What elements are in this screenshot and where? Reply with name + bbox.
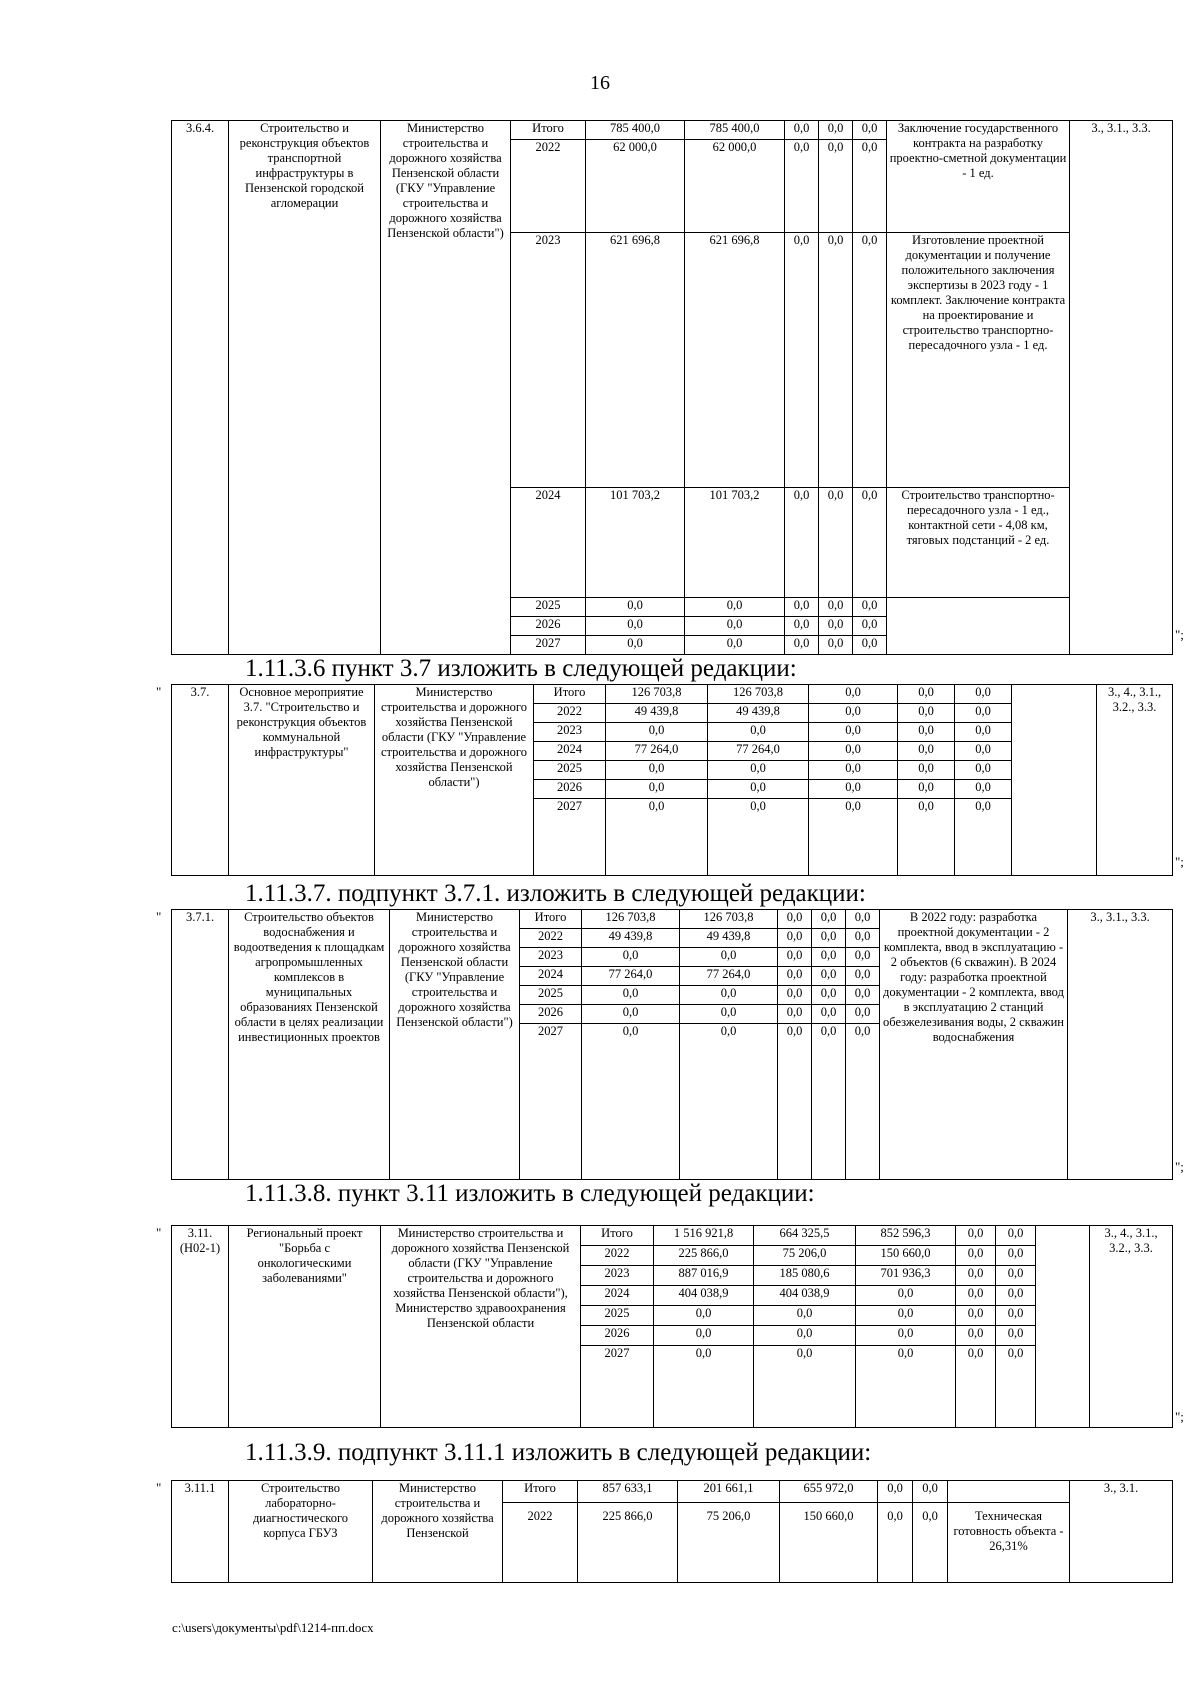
amount-cell: 0,0 bbox=[606, 799, 708, 876]
section-heading: 1.11.3.8. пункт 3.11 изложить в следующей редакции: bbox=[245, 1180, 815, 1207]
amount-cell: 0,0 bbox=[846, 967, 880, 986]
amount-cell: 0,0 bbox=[996, 1266, 1036, 1286]
closing-quote: "; bbox=[1175, 854, 1184, 869]
amount-cell: 0,0 bbox=[819, 635, 853, 654]
amount-cell: 0,0 bbox=[846, 929, 880, 948]
amount-cell: 75 206,0 bbox=[678, 1503, 780, 1583]
item-name: Строительство и реконструкция объектов транспортной инфраструктуры в Пензенской городской агломерации bbox=[229, 121, 381, 655]
year-cell: 2026 bbox=[581, 1326, 654, 1346]
amount-cell: 62 000,0 bbox=[685, 140, 785, 233]
amount-cell: 126 703,8 bbox=[708, 685, 809, 704]
amount-cell: 77 264,0 bbox=[680, 967, 778, 986]
year-cell: 2027 bbox=[511, 635, 586, 654]
amount-cell: 404 038,9 bbox=[654, 1286, 754, 1306]
amount-cell: 852 596,3 bbox=[856, 1226, 956, 1246]
year-cell: 2024 bbox=[534, 742, 606, 761]
amount-cell: 404 038,9 bbox=[754, 1286, 856, 1306]
year-cell: 2023 bbox=[511, 233, 586, 487]
item-number: 3.7. bbox=[172, 685, 229, 876]
amount-cell: 0,0 bbox=[812, 929, 846, 948]
amount-cell: 0,0 bbox=[956, 1326, 996, 1346]
indicator-refs: 3., 3.1., 3.3. bbox=[1068, 910, 1173, 1180]
item-number: 3.11.1 bbox=[172, 1481, 229, 1583]
amount-cell: 0,0 bbox=[955, 723, 1012, 742]
result-2022: Заключение государственного контракта на разработку проектно-сметной документации - 1 ед. bbox=[887, 121, 1070, 233]
amount-cell: 0,0 bbox=[996, 1306, 1036, 1326]
amount-cell: 0,0 bbox=[654, 1346, 754, 1428]
amount-cell: 0,0 bbox=[785, 121, 819, 140]
amount-cell: 49 439,8 bbox=[708, 704, 809, 723]
year-cell: 2023 bbox=[581, 1266, 654, 1286]
amount-cell: 785 400,0 bbox=[685, 121, 785, 140]
opening-quote: " bbox=[156, 909, 162, 924]
year-cell: 2026 bbox=[520, 1005, 582, 1024]
amount-cell: 0,0 bbox=[956, 1306, 996, 1326]
amount-cell: 0,0 bbox=[778, 910, 812, 929]
amount-cell: 0,0 bbox=[809, 780, 898, 799]
amount-cell: 0,0 bbox=[685, 635, 785, 654]
year-cell: 2024 bbox=[520, 967, 582, 986]
item-name: Строительство объектов водоснабжения и водоотведения к площадкам агропромышленных комплексов в муниципальных образованиях Пензенской области в целях реализации инвестиционных проектов bbox=[229, 910, 390, 1180]
amount-cell: 0,0 bbox=[819, 140, 853, 233]
amount-cell: 126 703,8 bbox=[606, 685, 708, 704]
amount-cell: 655 972,0 bbox=[780, 1481, 878, 1503]
amount-cell: 0,0 bbox=[685, 597, 785, 616]
year-cell: 2023 bbox=[520, 948, 582, 967]
year-cell: 2023 bbox=[534, 723, 606, 742]
amount-cell: 0,0 bbox=[606, 723, 708, 742]
page-number: 16 bbox=[590, 72, 610, 94]
amount-cell: 0,0 bbox=[898, 780, 955, 799]
amount-cell: 0,0 bbox=[582, 948, 680, 967]
year-cell: 2022 bbox=[503, 1503, 578, 1583]
closing-quote: "; bbox=[1175, 1159, 1184, 1174]
amount-cell: 0,0 bbox=[856, 1306, 956, 1326]
amount-cell: 77 264,0 bbox=[708, 742, 809, 761]
amount-cell: 0,0 bbox=[956, 1246, 996, 1266]
amount-cell: 0,0 bbox=[913, 1503, 948, 1583]
amount-cell: 0,0 bbox=[898, 685, 955, 704]
year-cell: 2024 bbox=[511, 487, 586, 597]
amount-cell: 0,0 bbox=[606, 780, 708, 799]
amount-cell: 0,0 bbox=[582, 986, 680, 1005]
amount-cell: 0,0 bbox=[809, 685, 898, 704]
year-cell: 2022 bbox=[520, 929, 582, 948]
amount-cell: 887 016,9 bbox=[654, 1266, 754, 1286]
amount-cell: 0,0 bbox=[996, 1346, 1036, 1428]
amount-cell: 0,0 bbox=[708, 780, 809, 799]
year-cell: 2027 bbox=[520, 1024, 582, 1180]
item-executor: Министерство строительства и дорожного хозяйства Пензенской области (ГКУ "Управление строительства и дорожного хозяйства Пензенской области"), Министерство здравоохранения Пензенской области bbox=[381, 1226, 581, 1428]
amount-cell: 0,0 bbox=[819, 121, 853, 140]
result-empty bbox=[1012, 685, 1097, 876]
table-3-11-1 bbox=[171, 1480, 1173, 1583]
year-cell: 2025 bbox=[520, 986, 582, 1005]
amount-cell: 225 866,0 bbox=[654, 1246, 754, 1266]
section-heading: 1.11.3.9. подпункт 3.11.1 изложить в следующей редакции: bbox=[245, 1439, 872, 1466]
result-empty bbox=[1036, 1226, 1090, 1428]
amount-cell: 0,0 bbox=[680, 1005, 778, 1024]
amount-cell: 0,0 bbox=[898, 799, 955, 876]
amount-cell: 0,0 bbox=[913, 1481, 948, 1503]
amount-cell: 0,0 bbox=[606, 761, 708, 780]
year-cell: 2022 bbox=[534, 704, 606, 723]
amount-cell: 201 661,1 bbox=[678, 1481, 780, 1503]
year-cell: Итого bbox=[511, 121, 586, 140]
amount-cell: 101 703,2 bbox=[586, 487, 685, 597]
amount-cell: 0,0 bbox=[809, 799, 898, 876]
amount-cell: 0,0 bbox=[654, 1306, 754, 1326]
amount-cell: 0,0 bbox=[778, 948, 812, 967]
amount-cell: 0,0 bbox=[856, 1286, 956, 1306]
amount-cell: 621 696,8 bbox=[586, 233, 685, 487]
amount-cell: 0,0 bbox=[955, 704, 1012, 723]
section-heading: 1.11.3.7. подпункт 3.7.1. изложить в следующей редакции: bbox=[245, 880, 866, 907]
amount-cell: 49 439,8 bbox=[680, 929, 778, 948]
amount-cell: 0,0 bbox=[708, 723, 809, 742]
amount-cell: 0,0 bbox=[778, 1024, 812, 1180]
amount-cell: 0,0 bbox=[778, 929, 812, 948]
amount-cell: 0,0 bbox=[956, 1286, 996, 1306]
amount-cell: 0,0 bbox=[996, 1286, 1036, 1306]
amount-cell: 0,0 bbox=[956, 1266, 996, 1286]
indicator-refs: 3., 4., 3.1., 3.2., 3.3. bbox=[1090, 1226, 1173, 1428]
table-3-7 bbox=[171, 684, 1173, 876]
item-number: 3.6.4. bbox=[172, 121, 229, 655]
amount-cell: 0,0 bbox=[956, 1346, 996, 1428]
amount-cell: 0,0 bbox=[778, 986, 812, 1005]
amount-cell: 126 703,8 bbox=[582, 910, 680, 929]
amount-cell: 0,0 bbox=[754, 1306, 856, 1326]
amount-cell: 0,0 bbox=[586, 635, 685, 654]
amount-cell: 0,0 bbox=[809, 704, 898, 723]
indicator-refs: 3., 4., 3.1., 3.2., 3.3. bbox=[1097, 685, 1173, 876]
amount-cell: 0,0 bbox=[878, 1503, 913, 1583]
amount-cell: 0,0 bbox=[785, 140, 819, 233]
result-2023: Изготовление проектной документации и получение положительного заключения экспертизы в 2023 году - 1 комплект. Заключение контракта на проектирование и строительство транспортно-пересадочного узла - 1 ед. bbox=[887, 233, 1070, 487]
amount-cell: 0,0 bbox=[853, 487, 887, 597]
amount-cell: 0,0 bbox=[680, 1024, 778, 1180]
amount-cell: 77 264,0 bbox=[606, 742, 708, 761]
amount-cell: 0,0 bbox=[955, 761, 1012, 780]
year-cell: 2022 bbox=[581, 1246, 654, 1266]
amount-cell: 0,0 bbox=[853, 121, 887, 140]
result-empty bbox=[887, 597, 1070, 654]
year-cell: 2026 bbox=[534, 780, 606, 799]
closing-quote: "; bbox=[1175, 627, 1184, 642]
amount-cell: 150 660,0 bbox=[856, 1246, 956, 1266]
amount-cell: 0,0 bbox=[846, 1005, 880, 1024]
year-cell: 2026 bbox=[511, 616, 586, 635]
amount-cell: 0,0 bbox=[819, 616, 853, 635]
amount-cell: 0,0 bbox=[853, 616, 887, 635]
amount-cell: 0,0 bbox=[846, 910, 880, 929]
table-3-7-1 bbox=[171, 909, 1173, 1180]
amount-cell: 0,0 bbox=[819, 487, 853, 597]
amount-cell: 0,0 bbox=[819, 597, 853, 616]
amount-cell: 0,0 bbox=[812, 948, 846, 967]
amount-cell: 1 516 921,8 bbox=[654, 1226, 754, 1246]
item-name: Региональный проект "Борьба с онкологическими заболеваниями" bbox=[229, 1226, 381, 1428]
year-cell: 2025 bbox=[534, 761, 606, 780]
closing-quote: "; bbox=[1175, 1409, 1184, 1424]
opening-quote: " bbox=[156, 684, 162, 699]
amount-cell: 0,0 bbox=[785, 597, 819, 616]
amount-cell: 0,0 bbox=[685, 616, 785, 635]
amount-cell: 0,0 bbox=[812, 910, 846, 929]
amount-cell: 0,0 bbox=[853, 635, 887, 654]
amount-cell: 0,0 bbox=[785, 233, 819, 487]
amount-cell: 0,0 bbox=[853, 140, 887, 233]
year-cell: Итого bbox=[503, 1481, 578, 1503]
result-2022: Техническая готовность объекта - 26,31% bbox=[948, 1503, 1070, 1583]
amount-cell: 0,0 bbox=[785, 487, 819, 597]
amount-cell: 185 080,6 bbox=[754, 1266, 856, 1286]
amount-cell: 0,0 bbox=[955, 742, 1012, 761]
amount-cell: 0,0 bbox=[846, 1024, 880, 1180]
section-heading: 1.11.3.6 пункт 3.7 изложить в следующей редакции: bbox=[245, 655, 797, 682]
amount-cell: 0,0 bbox=[754, 1326, 856, 1346]
amount-cell: 0,0 bbox=[809, 761, 898, 780]
year-cell: 2024 bbox=[581, 1286, 654, 1306]
amount-cell: 0,0 bbox=[955, 780, 1012, 799]
year-cell: 2027 bbox=[534, 799, 606, 876]
amount-cell: 75 206,0 bbox=[754, 1246, 856, 1266]
amount-cell: 664 325,5 bbox=[754, 1226, 856, 1246]
item-name: Основное мероприятие 3.7. "Строительство и реконструкция объектов коммунальной инфраструктуры" bbox=[229, 685, 375, 876]
amount-cell: 0,0 bbox=[955, 685, 1012, 704]
amount-cell: 785 400,0 bbox=[586, 121, 685, 140]
opening-quote: " bbox=[156, 1225, 162, 1240]
amount-cell: 0,0 bbox=[680, 986, 778, 1005]
table-3-11 bbox=[171, 1225, 1173, 1428]
item-executor: Министерство строительства и дорожного хозяйства Пензенской bbox=[373, 1481, 503, 1583]
amount-cell: 0,0 bbox=[812, 967, 846, 986]
amount-cell: 0,0 bbox=[586, 616, 685, 635]
amount-cell: 0,0 bbox=[996, 1246, 1036, 1266]
amount-cell: 0,0 bbox=[812, 1024, 846, 1180]
amount-cell: 0,0 bbox=[754, 1346, 856, 1428]
amount-cell: 0,0 bbox=[846, 986, 880, 1005]
amount-cell: 857 633,1 bbox=[578, 1481, 678, 1503]
expected-result: В 2022 году: разработка проектной документации - 2 комплекта, ввод в эксплуатацию - 2 объектов (6 скважин). В 2024 году: разработка проектной документации - 2 комплекта, ввод в эксплуатацию 2 станций обезжелезивания воды, 2 скважин водоснабжения bbox=[880, 910, 1068, 1180]
amount-cell: 0,0 bbox=[785, 616, 819, 635]
amount-cell: 0,0 bbox=[856, 1326, 956, 1346]
amount-cell: 0,0 bbox=[582, 1024, 680, 1180]
opening-quote: " bbox=[156, 1480, 162, 1495]
amount-cell: 0,0 bbox=[955, 799, 1012, 876]
amount-cell: 225 866,0 bbox=[578, 1503, 678, 1583]
file-path-footer: c:\users\документы\pdf\1214-пп.docx bbox=[172, 1620, 374, 1635]
indicator-refs: 3., 3.1., 3.3. bbox=[1070, 121, 1173, 655]
indicator-refs: 3., 3.1. bbox=[1070, 1481, 1173, 1583]
amount-cell: 0,0 bbox=[898, 761, 955, 780]
amount-cell: 0,0 bbox=[809, 742, 898, 761]
amount-cell: 621 696,8 bbox=[685, 233, 785, 487]
amount-cell: 0,0 bbox=[809, 723, 898, 742]
amount-cell: 0,0 bbox=[778, 1005, 812, 1024]
amount-cell: 0,0 bbox=[785, 635, 819, 654]
result-empty bbox=[948, 1481, 1070, 1503]
amount-cell: 0,0 bbox=[898, 704, 955, 723]
amount-cell: 0,0 bbox=[956, 1226, 996, 1246]
amount-cell: 0,0 bbox=[708, 799, 809, 876]
amount-cell: 101 703,2 bbox=[685, 487, 785, 597]
amount-cell: 701 936,3 bbox=[856, 1266, 956, 1286]
item-number: 3.7.1. bbox=[172, 910, 229, 1180]
amount-cell: 0,0 bbox=[778, 967, 812, 986]
amount-cell: 0,0 bbox=[812, 986, 846, 1005]
item-executor: Министерство строительства и дорожного хозяйства Пензенской области (ГКУ "Управление строительства и дорожного хозяйства Пензенской области") bbox=[381, 121, 511, 655]
amount-cell: 0,0 bbox=[846, 948, 880, 967]
amount-cell: 150 660,0 bbox=[780, 1503, 878, 1583]
item-executor: Министерство строительства и дорожного хозяйства Пензенской области (ГКУ "Управление строительства и дорожного хозяйства Пензенской области") bbox=[375, 685, 534, 876]
amount-cell: 0,0 bbox=[654, 1326, 754, 1346]
year-cell: Итого bbox=[520, 910, 582, 929]
amount-cell: 0,0 bbox=[586, 597, 685, 616]
amount-cell: 0,0 bbox=[898, 742, 955, 761]
amount-cell: 0,0 bbox=[996, 1326, 1036, 1346]
amount-cell: 0,0 bbox=[853, 597, 887, 616]
amount-cell: 49 439,8 bbox=[582, 929, 680, 948]
amount-cell: 77 264,0 bbox=[582, 967, 680, 986]
year-cell: 2022 bbox=[511, 140, 586, 233]
amount-cell: 0,0 bbox=[582, 1005, 680, 1024]
amount-cell: 62 000,0 bbox=[586, 140, 685, 233]
item-number: 3.11. (Н02-1) bbox=[172, 1226, 229, 1428]
year-cell: Итого bbox=[581, 1226, 654, 1246]
table-3-6-4 bbox=[171, 120, 1173, 655]
amount-cell: 0,0 bbox=[996, 1226, 1036, 1246]
amount-cell: 0,0 bbox=[819, 233, 853, 487]
amount-cell: 0,0 bbox=[812, 1005, 846, 1024]
year-cell: 2027 bbox=[581, 1346, 654, 1428]
amount-cell: 126 703,8 bbox=[680, 910, 778, 929]
amount-cell: 0,0 bbox=[878, 1481, 913, 1503]
item-executor: Министерство строительства и дорожного хозяйства Пензенской области (ГКУ "Управление строительства и дорожного хозяйства Пензенской области") bbox=[390, 910, 520, 1180]
result-2024: Строительство транспортно-пересадочного узла - 1 ед., контактной сети - 4,08 км, тяговых подстанций - 2 ед. bbox=[887, 487, 1070, 597]
amount-cell: 49 439,8 bbox=[606, 704, 708, 723]
item-name: Строительство лабораторно-диагностического корпуса ГБУЗ bbox=[229, 1481, 373, 1583]
year-cell: 2025 bbox=[581, 1306, 654, 1326]
amount-cell: 0,0 bbox=[680, 948, 778, 967]
amount-cell: 0,0 bbox=[898, 723, 955, 742]
amount-cell: 0,0 bbox=[853, 233, 887, 487]
year-cell: 2025 bbox=[511, 597, 586, 616]
year-cell: Итого bbox=[534, 685, 606, 704]
amount-cell: 0,0 bbox=[708, 761, 809, 780]
amount-cell: 0,0 bbox=[856, 1346, 956, 1428]
